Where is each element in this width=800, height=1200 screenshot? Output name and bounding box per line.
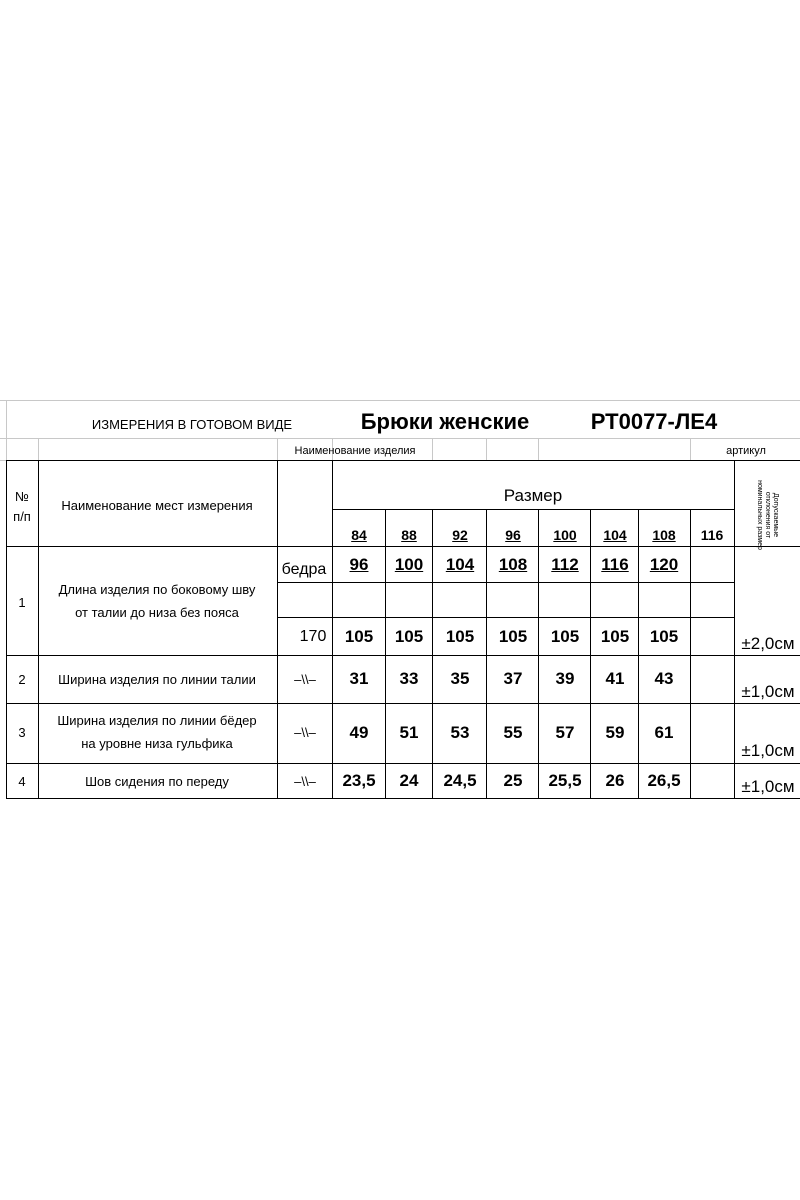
table-border (6, 798, 800, 799)
tolerance-value: ±2,0см (741, 634, 795, 653)
hip-label: бедра (281, 561, 327, 578)
size-96: 96 (505, 527, 521, 543)
measurement-value: 105 (344, 627, 374, 646)
measurement-value: 105 (649, 627, 679, 646)
table-border (332, 460, 333, 798)
measurement-value: 105 (394, 627, 424, 646)
grid-line (538, 438, 539, 460)
tolerance-value: ±1,0см (741, 777, 795, 796)
measurement-value: 105 (498, 627, 528, 646)
table-border (332, 509, 734, 510)
row-name-line2: от талии до низа без пояса (75, 605, 239, 620)
table-border (690, 509, 691, 798)
size-84: 84 (351, 527, 367, 543)
row-name-line1: Ширина изделия по линии бёдер (57, 713, 257, 728)
size-88: 88 (401, 527, 417, 543)
measurement-value: 31 (349, 669, 369, 688)
measurement-value: 26,5 (647, 771, 681, 790)
table-border (277, 460, 278, 798)
measurement-value: 25 (503, 771, 523, 790)
article-code: РТ0077-ЛЕ4 (590, 409, 718, 434)
table-border (432, 509, 433, 798)
hip-value: 104 (445, 555, 475, 574)
row-name-line1: Длина изделия по боковому шву (58, 582, 256, 597)
hip-value: 100 (394, 555, 424, 574)
col-no-line2: п/п (13, 509, 31, 524)
grid-line (6, 400, 7, 460)
measurement-value: 61 (654, 723, 674, 742)
measurement-value: 23,5 (342, 771, 376, 790)
measurement-value: 25,5 (548, 771, 582, 790)
product-name-caption: Наименование изделия (294, 445, 416, 457)
hip-value: 120 (649, 555, 679, 574)
hip-value: 96 (349, 555, 369, 574)
table-border (590, 509, 591, 798)
table-border (38, 460, 39, 798)
measurement-value: 37 (503, 669, 523, 688)
table-border (6, 546, 800, 547)
row-number: 3 (18, 725, 26, 740)
measurement-value: 53 (450, 723, 470, 742)
row-number: 4 (18, 774, 26, 789)
grid-line (0, 400, 800, 401)
measurement-value: 105 (445, 627, 475, 646)
measurement-value: 41 (605, 669, 625, 688)
measurement-value: 55 (503, 723, 523, 742)
ditto-mark: –\\– (294, 774, 316, 789)
table-border (277, 617, 734, 618)
tolerance-value: ±1,0см (741, 682, 795, 701)
measurement-value: 33 (399, 669, 419, 688)
hip-value: 112 (551, 555, 579, 574)
grid-line (432, 438, 433, 460)
table-border (385, 509, 386, 798)
size-group-header: Размер (503, 486, 563, 505)
grid-line (0, 438, 800, 439)
table-border (277, 582, 734, 583)
table-border (6, 460, 800, 461)
ditto-mark: –\\– (294, 725, 316, 740)
measurements-label: ИЗМЕРЕНИЯ В ГОТОВОМ ВИДЕ (91, 417, 293, 432)
height-label: 170 (299, 628, 327, 645)
measurement-value: 49 (349, 723, 369, 742)
row-name: Шов сидения по переду (85, 774, 229, 789)
tolerance-value: ±1,0см (741, 741, 795, 760)
measurement-value: 39 (555, 669, 575, 688)
table-border (638, 509, 639, 798)
grid-line (277, 438, 278, 460)
size-92: 92 (452, 527, 468, 543)
grid-line (486, 438, 487, 460)
measurement-value: 105 (550, 627, 580, 646)
measurement-value: 35 (450, 669, 470, 688)
table-border (6, 460, 7, 798)
grid-line (38, 438, 39, 460)
col-no-line1: № (15, 489, 29, 504)
tolerance-header: Допускаемые отклонения от номинальных размер (756, 480, 779, 550)
size-108: 108 (652, 527, 676, 543)
table-border (6, 655, 800, 656)
size-116: 116 (700, 527, 724, 543)
row-name-line2: на уровне низа гульфика (81, 736, 233, 751)
measurement-value: 24,5 (443, 771, 477, 790)
measurement-value: 57 (555, 723, 575, 742)
article-caption: артикул (726, 445, 766, 457)
size-104: 104 (603, 527, 627, 543)
grid-line (690, 438, 691, 460)
measurement-value: 43 (654, 669, 674, 688)
table-border (734, 460, 735, 798)
table-border (6, 703, 800, 704)
col-name-header: Наименование мест измерения (61, 498, 253, 513)
measurement-value: 59 (605, 723, 625, 742)
measurement-value: 24 (399, 771, 419, 790)
table-border (538, 509, 539, 798)
product-name: Брюки женские (360, 409, 530, 434)
measurement-value: 105 (600, 627, 630, 646)
size-100: 100 (553, 527, 577, 543)
measurement-value: 51 (399, 723, 419, 742)
row-name: Ширина изделия по линии талии (58, 672, 256, 687)
hip-value: 108 (498, 555, 528, 574)
row-number: 1 (18, 595, 26, 610)
row-number: 2 (18, 672, 26, 687)
ditto-mark: –\\– (294, 672, 316, 687)
table-border (486, 509, 487, 798)
table-border (6, 763, 800, 764)
hip-value: 116 (601, 555, 629, 574)
measurement-value: 26 (605, 771, 625, 790)
